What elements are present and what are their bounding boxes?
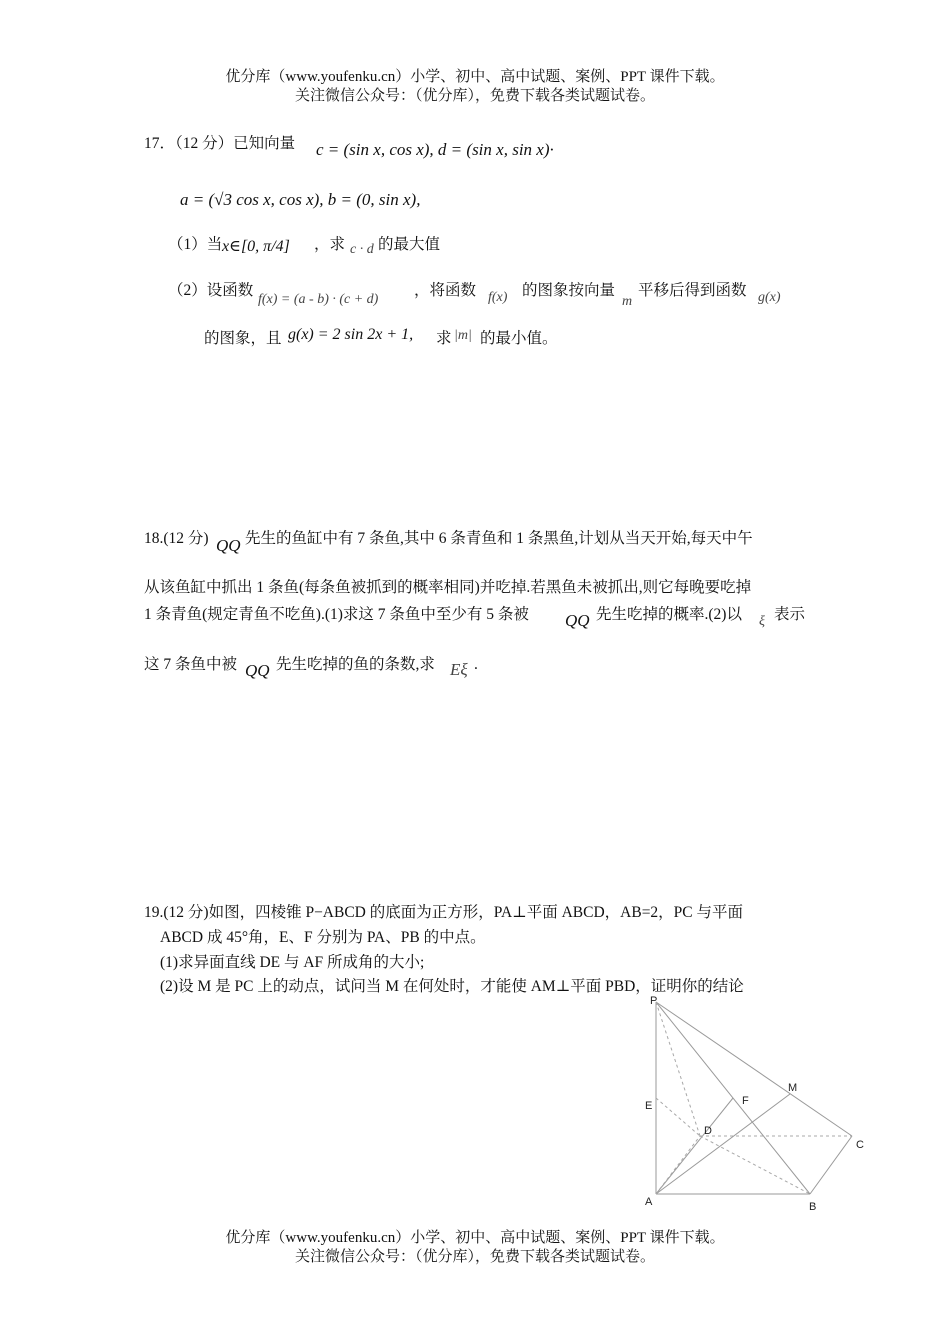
q17-part2-text-a: （2）设函数 (168, 282, 254, 299)
q19-line3: (1)求异面直线 DE 与 AF 所成角的大小; (160, 954, 425, 971)
q18-line1-b: 先生的鱼缸中有 7 条鱼,其中 6 条青鱼和 1 条黑鱼,计划从当天开始,每天中午 (245, 530, 753, 547)
q18-line4-c: . (474, 656, 478, 673)
header-line-2: 关注微信公众号：（优分库），免费下载各类试题试卷。 (294, 88, 655, 104)
q17-part2-f-definition: f(x) = (a - b) · (c + d) (258, 292, 379, 307)
edge-PD-hidden (656, 1002, 700, 1136)
q17-part1-text-b: ，求 (314, 236, 346, 253)
q17-part1-text-c: 的最大值 (378, 236, 441, 253)
q18-line3-b: 先生吃掉的概率.(2)以 (596, 606, 742, 623)
q19-line4: (2)设 M 是 PC 上的动点，试问当 M 在何处时，才能使 AM⊥平面 PBD，证明你的结论 (160, 978, 744, 995)
q17-part2-g-equation: g(x) = 2 sin 2x + 1, (288, 326, 414, 343)
q17-part2-gx: g(x) (758, 290, 781, 305)
q18-line2: 从该鱼缸中抓出 1 条鱼(每条鱼被抓到的概率相同)并吃掉.若黑鱼未被抓出,则它每晚要吃掉 (144, 579, 752, 596)
q17-part1-dot: c · d (350, 242, 374, 257)
label-B: B (809, 1201, 817, 1213)
header-line-1: 优分库（www.youfenku.cn）小学、初中、高中试题、案例、PPT 课件下载。 (225, 69, 725, 85)
q18-qq-3: QQ (245, 661, 270, 680)
segment-BD-hidden (700, 1136, 810, 1194)
q18-qq-2: QQ (565, 611, 590, 630)
q19-line2: ABCD 成 45°角，E、F 分别为 PA、PB 的中点。 (160, 929, 486, 946)
q18-line4-b: 先生吃掉的鱼的条数,求 (276, 656, 435, 673)
label-C: C (856, 1139, 864, 1151)
q18-qq-1: QQ (216, 536, 241, 555)
label-A: A (645, 1196, 653, 1208)
q17-vector-cd: c = (sin x, cos x), d = (sin x, sin x)· (316, 140, 554, 159)
q17-part1-range: x∈[0, π/4] (222, 238, 290, 255)
q18-line3-c: 表示 (774, 606, 806, 623)
q17-part2-text-f: 求 (436, 330, 452, 347)
q18-line1-a: 18.(12 分) (144, 530, 209, 547)
q17-part2-text-c: 的图象按向量 (522, 282, 616, 299)
q19-line1: 19.(12 分)如图，四棱锥 P−ABCD 的底面为正方形，PA⊥平面 ABCD，AB=2，PC 与平面 (144, 904, 744, 921)
footer-line-2: 关注微信公众号：（优分库），免费下载各类试题试卷。 (294, 1249, 655, 1265)
edge-BC (810, 1136, 852, 1194)
q18-line4-a: 这 7 条鱼中被 (144, 656, 238, 673)
q18-line3-a: 1 条青鱼(规定青鱼不吃鱼).(1)求这 7 条鱼中至少有 5 条被 (144, 606, 529, 623)
q17-part2-text-b: ，将函数 (414, 282, 477, 299)
q17-part2-fx: f(x) (488, 290, 508, 305)
q18-expectation-xi: Eξ (450, 660, 468, 679)
label-D: D (704, 1125, 712, 1137)
footer-line-1: 优分库（www.youfenku.cn）小学、初中、高中试题、案例、PPT 课件下载。 (225, 1230, 725, 1246)
q17-part2-text-g: 的最小值。 (480, 330, 558, 347)
pyramid-figure (630, 992, 870, 1214)
q17-part2-abs-m: |m| (454, 328, 472, 343)
edge-PC (656, 1002, 852, 1136)
q17-part1-text-a: （1）当 (168, 236, 223, 253)
label-M: M (788, 1082, 798, 1094)
q18-xi: ξ (759, 614, 765, 629)
q17-part2-text-e: 的图象，且 (204, 330, 282, 347)
label-P: P (650, 995, 658, 1007)
label-F: F (742, 1095, 749, 1107)
label-E: E (645, 1100, 653, 1112)
q17-part2-text-d: 平移后得到函数 (638, 282, 747, 299)
q17-part2-vector-m: m (622, 294, 633, 309)
q17-intro: 17．（12 分）已知向量 (144, 135, 296, 152)
q17-vector-ab: a = (√3 cos x, cos x), b = (0, sin x), (180, 190, 421, 209)
